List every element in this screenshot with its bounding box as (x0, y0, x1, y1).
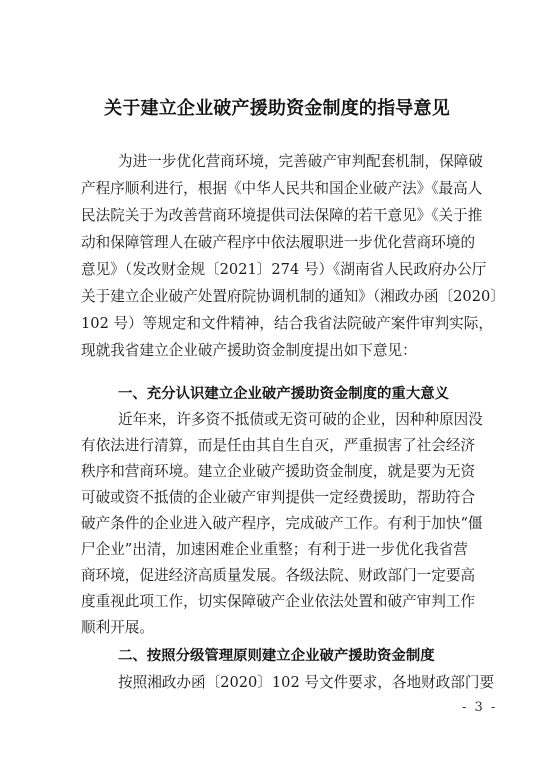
section-1-line-7: 商环境，促进经济高质量发展。各级法院、财政部门一定要高 (81, 567, 476, 584)
section-1-line-6: 尸企业”出清，加速困难企业重整；有利于进一步优化我省营 (81, 541, 468, 558)
section-1-line-2: 有依法进行清算，而是任由其自生自灭，严重损害了社会经济 (81, 437, 476, 454)
section-1-line-3: 秩序和营商环境。建立企业破产援助资金制度，就是要为无资 (81, 463, 476, 480)
document-title: 关于建立企业破产援助资金制度的指导意见 (104, 98, 450, 119)
intro-line-6: 关于建立企业破产处置府院协调机制的通知》（湘政办函〔2020〕 (81, 288, 505, 305)
intro-line-7: 102 号）等规定和文件精神，结合我省法院破产案件审判实际， (81, 315, 493, 332)
intro-line-8: 现就我省建立企业破产援助资金制度提出如下意见： (81, 342, 417, 359)
intro-line-1: 为进一步优化营商环境，完善破产审判配套机制，保障破 (118, 153, 483, 170)
intro-line-4: 动和保障管理人在破产程序中依法履职进一步优化营商环境的 (81, 234, 476, 251)
intro-line-2: 产程序顺利进行，根据《中华人民共和国企业破产法》《最高人 (81, 180, 483, 197)
section-1-line-9: 顺利开展。 (81, 619, 154, 636)
section-1-line-8: 度重视此项工作，切实保障破产企业依法处置和破产审判工作 (81, 593, 476, 610)
section-1-line-1: 近年来，许多资不抵债或无资可破的企业，因种种原因没 (118, 411, 483, 428)
section-1-line-5: 破产条件的企业进入破产程序，完成破产工作。有利于加快“僵 (81, 515, 483, 532)
section-2-line-1: 按照湘政办函〔2020〕102 号文件要求，各地财政部门要 (118, 674, 495, 691)
intro-line-5: 意见》（发改财金规〔2021〕274 号）《湖南省人民政府办公厅 (81, 261, 487, 278)
page-number: - 3 - (462, 700, 498, 715)
section-2-heading: 二、按照分级管理原则建立企业破产援助资金制度 (118, 648, 435, 664)
intro-line-3: 民法院关于为改善营商环境提供司法保障的若干意见》《关于推 (81, 207, 483, 224)
section-1-heading: 一、充分认识建立企业破产援助资金制度的重大意义 (118, 386, 449, 402)
section-1-line-4: 可破或资不抵债的企业破产审判提供一定经费援助，帮助符合 (81, 489, 476, 506)
